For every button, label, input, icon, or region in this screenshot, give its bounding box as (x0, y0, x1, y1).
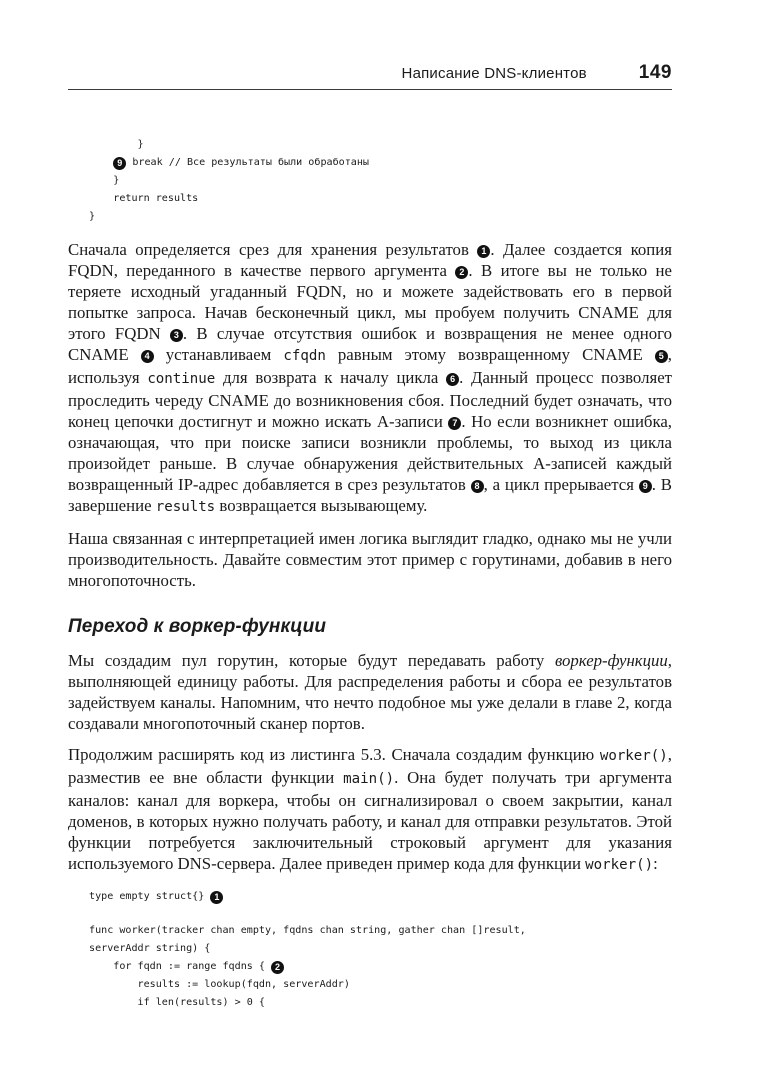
text-run: . Далее создается копия FQDN, переданного в качестве первого аргумента (68, 240, 672, 280)
text-run: , а цикл прерывается (483, 475, 639, 494)
code-line (89, 921, 672, 939)
inline-code: break // Все результаты были обработаны (126, 157, 369, 168)
text-run: Мы создадим пул горутин, которые будут передавать работу (68, 651, 555, 670)
inline-code: type empty struct{} (89, 891, 211, 902)
code-line (89, 975, 672, 993)
text-run: , выполняющей единицу работы. Для распределения работы и сбора ее результатов задействуем каналы. Напомним, что нечто подобное мы уже делали в главе 2, когда создавали многопоточный сканер портов. (68, 651, 672, 733)
callout-7-icon: 7 (448, 417, 461, 430)
inline-code: worker() (599, 748, 668, 764)
text-run: , используя (68, 345, 672, 387)
text-run: . В итоге вы не только не теряете исходный угаданный FQDN, но и можете задействовать его в первой попытке запроса. Начав бесконечный цикл, мы пробуем получить CNAME для этого FQDN (68, 261, 672, 343)
code-line (89, 993, 672, 1011)
callout-3-icon: 3 (170, 329, 183, 342)
text-run: Наша связанная с интерпретацией имен логика выглядит гладко, однако мы не учли производительность. Давайте совместим этот пример с горутинами, добавив в него многопоточность. (68, 529, 672, 590)
inline-code: } (89, 139, 144, 150)
code-line (89, 189, 672, 207)
paragraph-worker-function-description (68, 744, 672, 876)
inline-code: results (155, 499, 216, 515)
text-run: Продолжим расширять код из листинга 5.3. Сначала создадим функцию (68, 745, 600, 764)
text-run: устанавливаем (153, 345, 284, 364)
paragraph-performance-note (68, 528, 672, 591)
section-heading: Переход к воркер-функции (68, 616, 327, 637)
code-line (89, 153, 672, 171)
running-title: Написание DNS-клиентов (401, 65, 587, 82)
callout-5-icon: 5 (655, 350, 668, 363)
inline-code: serverAddr string) { (89, 943, 211, 954)
code-line (89, 887, 672, 905)
text-run: , разместив ее вне области функции (68, 745, 672, 787)
callout-8-icon: 8 (471, 480, 484, 493)
text-run: . Но если возникнет ошибка, означающая, что при поиске записи возникли проблемы, то выход из цикла произойдет раньше. В случае обнаружения действительных A-записей каждый возвращенный IP-адрес добавляется в срез результатов (68, 412, 673, 494)
paragraph-code-explanation (68, 239, 672, 518)
code-line (89, 207, 672, 225)
inline-code: if len(results) > 0 { (89, 997, 265, 1008)
code-listing-worker (89, 887, 672, 1011)
text-run: . Она будет получать три аргумента каналов: канал для воркера, чтобы он сигнализировал о своем закрытии, канал доменов, в которых нужно получать работу, и канал для отправки результатов. Этой функции потребуется заключительный строковый аргумент для указания используемого DNS-сервера. Далее приведен пример кода для функции (68, 768, 672, 873)
inline-code: } (89, 175, 120, 186)
inline-code: continue (147, 371, 216, 387)
page-number: 149 (638, 62, 672, 83)
emphasis-text: воркер-функции (554, 651, 668, 670)
inline-code: } (89, 211, 96, 222)
code-line (89, 905, 672, 921)
callout-9-icon: 9 (639, 480, 652, 493)
paragraph-worker-pool-intro (68, 650, 672, 734)
text-run: . В случае отсутствия ошибок и возвращения не менее одного CNAME (68, 324, 672, 364)
inline-code: results := lookup(fqdn, serverAddr) (89, 979, 350, 990)
callout-6-icon: 6 (446, 373, 459, 386)
text-run: Сначала определяется срез для хранения результатов (68, 240, 478, 259)
inline-code: for fqdn := range fqdns { (89, 961, 272, 972)
text-run: возвращается вызывающему. (215, 496, 428, 515)
callout-2-icon: 2 (455, 266, 468, 279)
callout-1-icon: 1 (477, 245, 490, 258)
inline-code: cfqdn (283, 348, 326, 364)
callout-9-icon: 9 (113, 157, 126, 170)
code-listing-top (89, 135, 672, 225)
callout-4-icon: 4 (141, 350, 154, 363)
code-line (89, 939, 672, 957)
text-run: равным этому возвращенному CNAME (325, 345, 655, 364)
text-run: . Данный процесс позволяет проследить череду CNAME до возникновения сбоя. Последний будет означать, что конец цепочки достигнут и можно искать A-записи (68, 368, 672, 431)
inline-code: return results (89, 193, 199, 204)
text-run: : (653, 854, 658, 873)
code-line (89, 957, 672, 975)
text-run: для возврата к началу цикла (215, 368, 447, 387)
text-run: . В завершение (68, 475, 672, 515)
callout-2-icon: 2 (271, 961, 284, 974)
page-header (68, 64, 672, 83)
code-line (89, 171, 672, 189)
inline-code: worker() (585, 857, 654, 873)
inline-code: main() (343, 771, 395, 787)
callout-1-icon: 1 (210, 891, 223, 904)
header-rule (68, 89, 672, 90)
inline-code (89, 157, 113, 168)
inline-code: func worker(tracker chan empty, fqdns chan string, gather chan []result, (89, 925, 526, 936)
code-line (89, 135, 672, 153)
